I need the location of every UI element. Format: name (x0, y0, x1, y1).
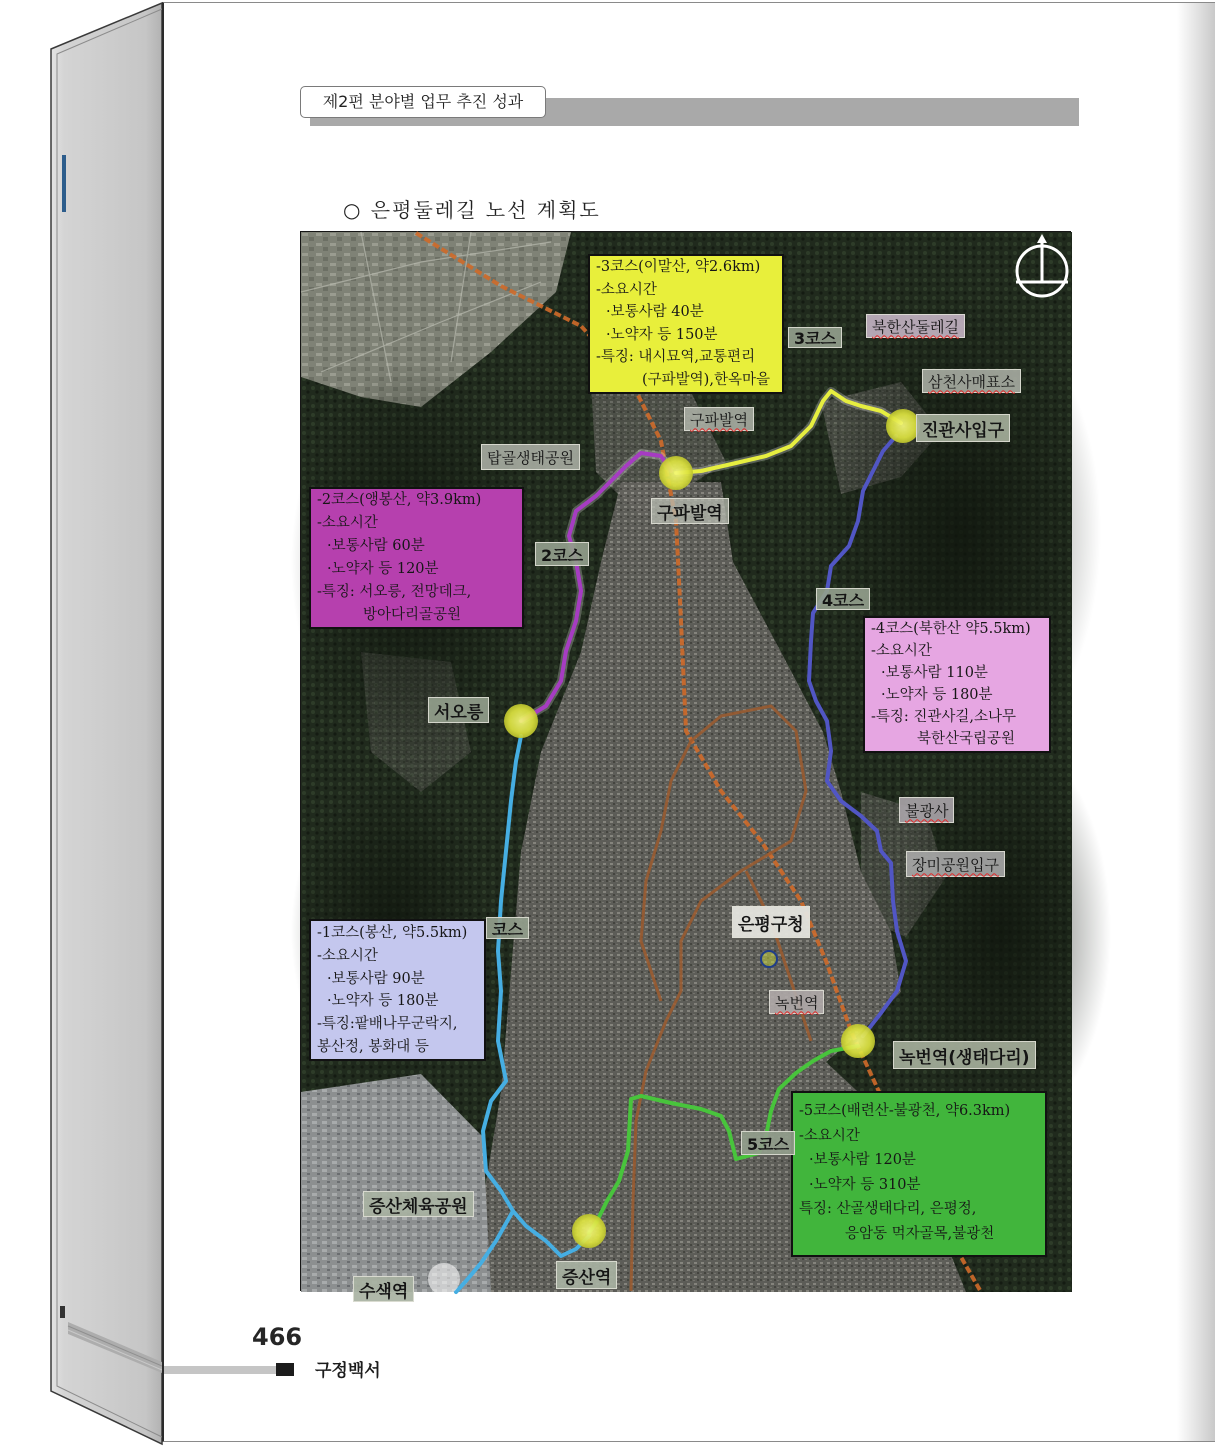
trail-route-map (300, 231, 1071, 1302)
course-features: -특징: 서오릉, 전망데크, (317, 584, 472, 600)
place-label-jeungsan-sports-park: 증산체육공원 (363, 1191, 474, 1217)
course-time-senior: ·노약자 등 310분 (809, 1176, 921, 1193)
circle-marker-icon (761, 951, 777, 967)
station-spot-jingwansa (886, 409, 920, 443)
course1-label: 코스 (486, 917, 529, 939)
course-time-adult: ·보통사람 110분 (881, 665, 988, 681)
course3-label: 3코스 (788, 327, 842, 348)
book-title: 구정백서 (315, 1361, 381, 1381)
place-label-susaek-station: 수색역 (353, 1276, 414, 1302)
course-title: -1코스(봉산, 약5.5km) (317, 925, 468, 941)
place-label-gupabal-station: 구파발역 (651, 498, 729, 524)
course-features: -특징:팥배나무군락지, (317, 1016, 458, 1033)
course5-info-box (791, 1091, 1047, 1257)
figure-caption: ○ 은평둘레길 노선 계획도 (343, 198, 601, 222)
place-label-nokbeon-station-small: 녹번역 (769, 990, 824, 1014)
course-time-heading: -소요시간 (596, 281, 657, 298)
course-time-senior: ·노약자 등 180분 (327, 993, 439, 1010)
course-title: -2코스(앵봉산, 약3.9km) (317, 492, 482, 508)
section-header: 제2편 분야별 업무 추진 성과 (300, 86, 546, 118)
course-title: -4코스(북한산 약5.5km) (871, 621, 1031, 637)
course4-label: 4코스 (816, 588, 870, 610)
place-label-jeungsan-station: 증산역 (556, 1261, 617, 1289)
place-label-seooreung: 서오릉 (428, 697, 489, 723)
course-time-adult: ·보통사람 120분 (809, 1152, 916, 1168)
place-label-jangmi-park-entrance: 장미공원입구 (906, 851, 1005, 877)
course-title: -3코스(이말산, 약2.6km) (596, 259, 761, 275)
station-spot-gupabal (659, 456, 693, 490)
stack-color-tab (62, 155, 66, 212)
mountain-shadow (891, 732, 1111, 1132)
course3-info-box (588, 254, 784, 394)
footer-square (276, 1363, 294, 1376)
station-spot-nokbeon (841, 1024, 875, 1058)
course-time-senior: ·노약자 등 180분 (881, 687, 993, 703)
course-features-cont: 응암동 먹자골목,불광천 (845, 1225, 995, 1242)
course-title: -5코스(배련산-불광천, 약6.3km) (799, 1103, 1011, 1119)
course-time-heading: -소요시간 (317, 515, 378, 531)
station-spot-jeungsan (572, 1214, 606, 1248)
course-features: -특징: 내시묘역,교통편리 (596, 349, 756, 365)
course-time-heading: -소요시간 (317, 947, 378, 964)
course-features: -특징: 진관사길,소나무 (871, 709, 1017, 725)
course-features-cont: (구파발역),한옥마을 (642, 371, 770, 388)
course5-label: 5코스 (741, 1131, 795, 1155)
course-time-heading: -소요시간 (799, 1127, 860, 1144)
place-label-samcheonsa-ticket: 삼천사매표소 (922, 369, 1021, 393)
place-label-gupabal-station-small: 구파발역 (684, 407, 754, 431)
course-features-cont: 북한산국립공원 (917, 731, 1016, 747)
stack-body (51, 3, 162, 1444)
station-spot-seooreung (504, 704, 538, 738)
stack-mark (60, 1306, 65, 1318)
page-number: 466 (252, 1323, 303, 1351)
course4-info-box (863, 616, 1051, 753)
course-time-heading: -소요시간 (871, 643, 932, 659)
course-features-cont: 방아다리골공원 (363, 607, 462, 623)
course-time-adult: ·보통사람 60분 (327, 538, 425, 554)
place-label-nokbeon-station: 녹번역(생태다리) (893, 1041, 1036, 1069)
course-time-senior: ·노약자 등 150분 (606, 326, 718, 343)
place-label-bulgwangsa: 불광사 (899, 797, 954, 823)
course-time-senior: ·노약자 등 120분 (327, 561, 439, 577)
course2-info-box (309, 487, 524, 629)
place-label-bukhansan-dullegil: 북한산둘레길 (866, 314, 965, 338)
page-edge-shade (1177, 3, 1215, 1441)
course-features-cont: 봉산정, 봉화대 등 (317, 1038, 429, 1055)
course-time-adult: ·보통사람 40분 (606, 304, 704, 320)
place-label-jingwansa-entrance: 진관사입구 (916, 414, 1010, 442)
course2-label: 2코스 (535, 542, 589, 566)
course-features: 특징: 산골생태다리, 은평정, (799, 1201, 977, 1217)
footer-bar (164, 1366, 276, 1374)
course1-info-box (309, 919, 486, 1061)
book-stack-edge (0, 0, 170, 1446)
place-label-tapgol-park: 탑골생태공원 (481, 444, 580, 470)
course-time-adult: ·보통사람 90분 (327, 970, 425, 987)
station-spot-susaek (428, 1263, 460, 1295)
place-label-eunpyeong-office: 은평구청 (732, 906, 810, 938)
